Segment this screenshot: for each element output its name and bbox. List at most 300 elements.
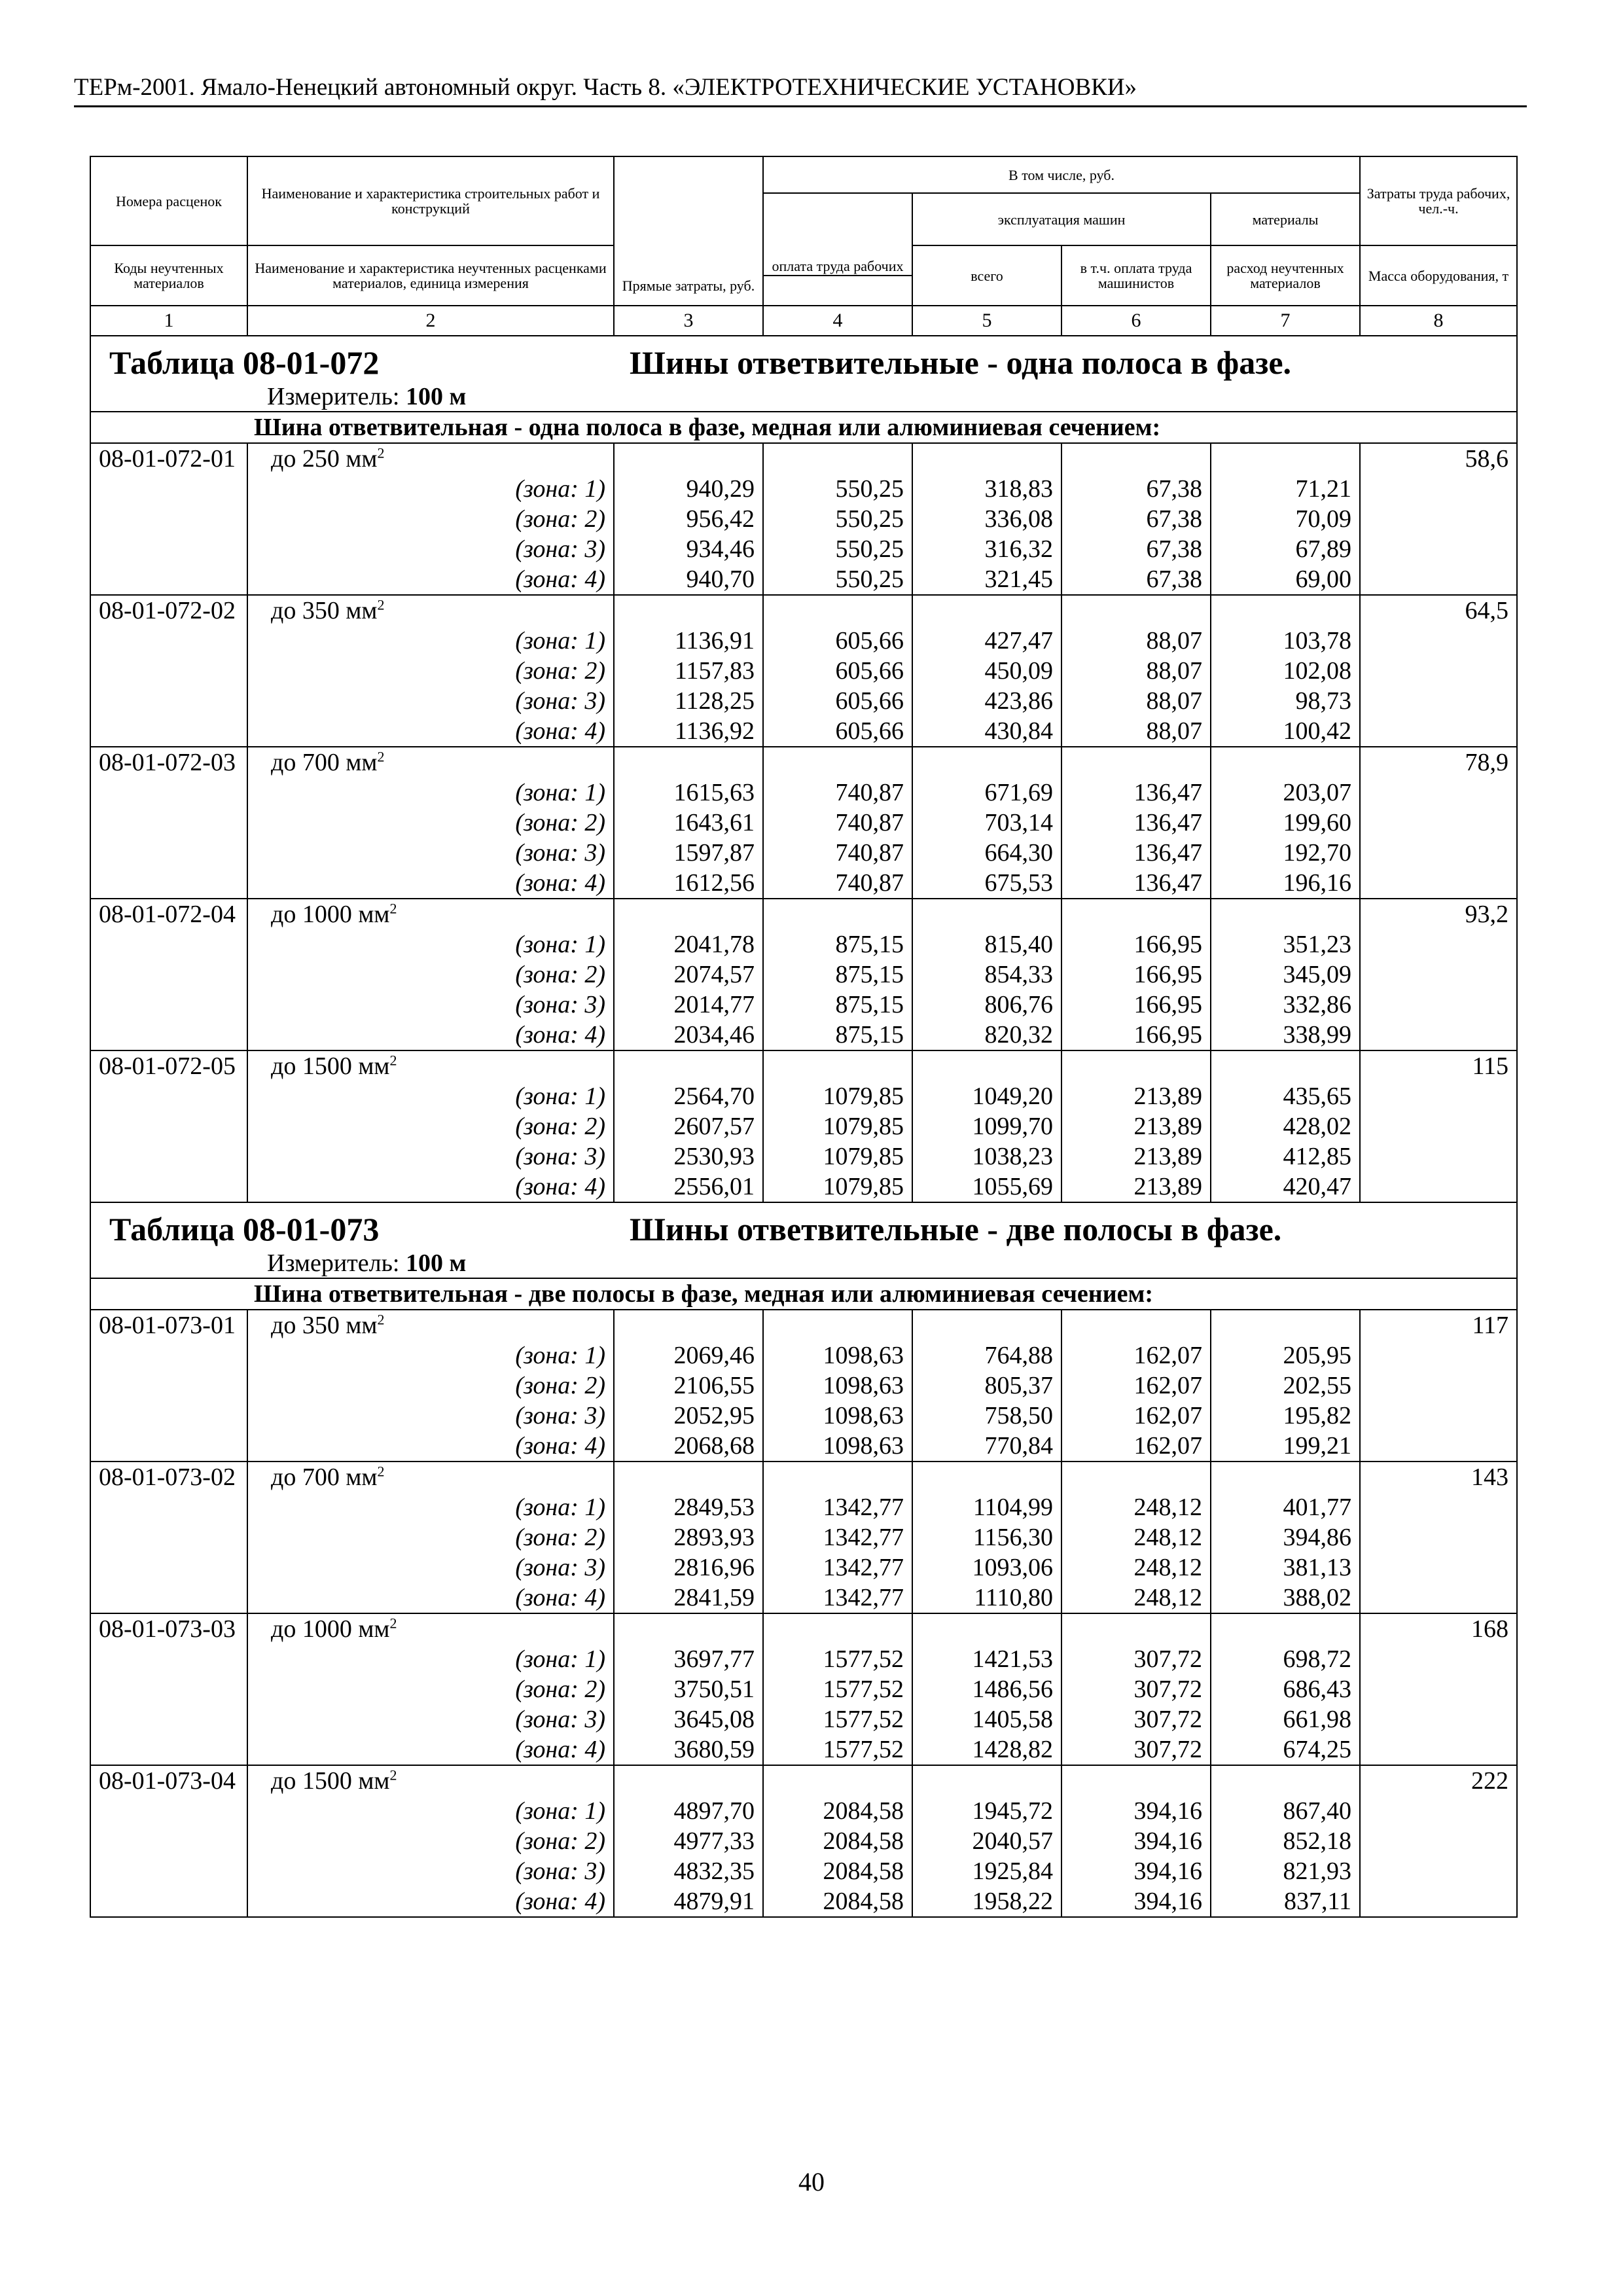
zone-row (90, 1111, 1517, 1141)
value-pay: 550,25 (763, 474, 912, 504)
empty-cell (1211, 747, 1360, 778)
zone-label: (зона: 2) (247, 1522, 614, 1552)
empty-cell (1211, 1765, 1360, 1796)
value-operators: 248,12 (1061, 1522, 1211, 1552)
zone-label: (зона: 4) (247, 716, 614, 747)
table-row (90, 1765, 1517, 1796)
value-pay: 1098,63 (763, 1431, 912, 1462)
value-pay: 550,25 (763, 504, 912, 534)
empty-cell (90, 1431, 247, 1462)
rate-code: 08-01-073-02 (90, 1462, 247, 1492)
value-pay: 1342,77 (763, 1583, 912, 1613)
empty-cell (90, 1401, 247, 1431)
value-materials: 345,09 (1211, 960, 1360, 990)
value-pay: 1098,63 (763, 1371, 912, 1401)
empty-cell (1360, 1796, 1517, 1826)
empty-cell (1360, 1644, 1517, 1674)
value-materials: 203,07 (1211, 778, 1360, 808)
value-operators: 162,07 (1061, 1371, 1211, 1401)
zone-label: (зона: 2) (247, 960, 614, 990)
zone-row (90, 716, 1517, 747)
value-direct: 1612,56 (614, 868, 763, 899)
empty-cell (90, 534, 247, 564)
value-pay: 1577,52 (763, 1704, 912, 1734)
empty-cell (90, 929, 247, 960)
empty-cell (1360, 1172, 1517, 1202)
rate-name-text: до 700 мм (271, 1463, 378, 1491)
rate-code: 08-01-073-01 (90, 1310, 247, 1340)
labor-cost: 117 (1360, 1310, 1517, 1340)
value-materials: 420,47 (1211, 1172, 1360, 1202)
zone-label: (зона: 3) (247, 1704, 614, 1734)
col-labor-pay: оплата труда рабочих (763, 193, 912, 276)
value-operators: 136,47 (1061, 838, 1211, 868)
table-row (90, 1050, 1517, 1081)
value-machines: 1421,53 (912, 1644, 1061, 1674)
zone-row (90, 868, 1517, 899)
col-number: 4 (763, 306, 912, 336)
empty-cell (1360, 1704, 1517, 1734)
value-direct: 1597,87 (614, 838, 763, 868)
value-machines: 1958,22 (912, 1886, 1061, 1917)
unit-superscript: 2 (389, 1767, 397, 1784)
value-operators: 136,47 (1061, 808, 1211, 838)
value-operators: 88,07 (1061, 686, 1211, 716)
labor-cost: 143 (1360, 1462, 1517, 1492)
value-direct: 2034,46 (614, 1020, 763, 1050)
empty-cell (90, 1826, 247, 1856)
rate-name-text: до 1500 мм (271, 1767, 390, 1795)
value-pay: 740,87 (763, 868, 912, 899)
empty-cell (90, 716, 247, 747)
empty-cell (1360, 1522, 1517, 1552)
value-machines: 764,88 (912, 1340, 1061, 1371)
empty-cell (90, 1371, 247, 1401)
empty-cell (90, 1704, 247, 1734)
col-number: 8 (1360, 306, 1517, 336)
value-operators: 166,95 (1061, 929, 1211, 960)
value-materials: 852,18 (1211, 1826, 1360, 1856)
value-operators: 67,38 (1061, 534, 1211, 564)
empty-cell (90, 990, 247, 1020)
empty-cell (90, 474, 247, 504)
value-direct: 1157,83 (614, 656, 763, 686)
value-direct: 4977,33 (614, 1826, 763, 1856)
table-section-title (90, 1202, 1517, 1278)
zone-label: (зона: 2) (247, 1111, 614, 1141)
empty-cell (614, 1613, 763, 1644)
table-row (90, 1310, 1517, 1340)
value-machines: 1110,80 (912, 1583, 1061, 1613)
empty-cell (1360, 474, 1517, 504)
empty-cell (1360, 1674, 1517, 1704)
value-operators: 166,95 (1061, 1020, 1211, 1050)
empty-cell (90, 686, 247, 716)
empty-cell (614, 747, 763, 778)
rate-name (247, 1050, 614, 1081)
unit-superscript: 2 (389, 1615, 397, 1632)
value-direct: 2074,57 (614, 960, 763, 990)
rate-code: 08-01-072-01 (90, 443, 247, 474)
value-pay: 1577,52 (763, 1644, 912, 1674)
table-row (90, 747, 1517, 778)
empty-cell (1061, 1613, 1211, 1644)
zone-row (90, 838, 1517, 868)
empty-cell (1360, 1111, 1517, 1141)
empty-cell (614, 443, 763, 474)
value-direct: 1136,91 (614, 626, 763, 656)
zone-row (90, 960, 1517, 990)
empty-cell (1211, 1462, 1360, 1492)
value-operators: 307,72 (1061, 1734, 1211, 1765)
value-machines: 1104,99 (912, 1492, 1061, 1522)
value-materials: 351,23 (1211, 929, 1360, 960)
rate-name-text: до 1000 мм (271, 1615, 390, 1643)
value-materials: 205,95 (1211, 1340, 1360, 1371)
value-machines: 805,37 (912, 1371, 1061, 1401)
value-machines: 671,69 (912, 778, 1061, 808)
zone-row (90, 1020, 1517, 1050)
value-direct: 3645,08 (614, 1704, 763, 1734)
col-equipment-mass: Масса оборудования, т (1360, 245, 1517, 306)
empty-cell (90, 656, 247, 686)
value-direct: 956,42 (614, 504, 763, 534)
zone-label: (зона: 3) (247, 838, 614, 868)
value-pay: 740,87 (763, 778, 912, 808)
zone-row (90, 1552, 1517, 1583)
value-direct: 2893,93 (614, 1522, 763, 1552)
value-direct: 1615,63 (614, 778, 763, 808)
value-machines: 1486,56 (912, 1674, 1061, 1704)
value-pay: 1342,77 (763, 1552, 912, 1583)
zone-row (90, 1796, 1517, 1826)
zone-label: (зона: 2) (247, 1674, 614, 1704)
zone-label: (зона: 3) (247, 1141, 614, 1172)
empty-cell (1211, 443, 1360, 474)
empty-cell (1360, 1371, 1517, 1401)
value-machines: 854,33 (912, 960, 1061, 990)
value-materials: 867,40 (1211, 1796, 1360, 1826)
value-operators: 88,07 (1061, 716, 1211, 747)
empty-cell (1360, 1431, 1517, 1462)
value-machines: 318,83 (912, 474, 1061, 504)
value-pay: 1342,77 (763, 1492, 912, 1522)
zone-row (90, 1141, 1517, 1172)
zone-label: (зона: 2) (247, 1826, 614, 1856)
rate-name (247, 899, 614, 929)
col-number: 2 (247, 306, 614, 336)
value-materials: 71,21 (1211, 474, 1360, 504)
col-materials: материалы (1211, 193, 1360, 245)
value-operators: 136,47 (1061, 868, 1211, 899)
value-pay: 2084,58 (763, 1856, 912, 1886)
empty-cell (90, 960, 247, 990)
rate-name-text: до 350 мм (271, 597, 378, 624)
zone-row (90, 686, 1517, 716)
zone-row (90, 1644, 1517, 1674)
labor-cost: 222 (1360, 1765, 1517, 1796)
rate-name-text: до 1000 мм (271, 901, 390, 928)
zone-row (90, 564, 1517, 595)
empty-cell (1061, 443, 1211, 474)
value-direct: 2841,59 (614, 1583, 763, 1613)
empty-cell (1360, 656, 1517, 686)
rate-code: 08-01-073-03 (90, 1613, 247, 1644)
zone-row (90, 929, 1517, 960)
empty-cell (614, 1462, 763, 1492)
value-operators: 67,38 (1061, 564, 1211, 595)
rate-code: 08-01-072-05 (90, 1050, 247, 1081)
empty-cell (614, 595, 763, 626)
value-operators: 162,07 (1061, 1431, 1211, 1462)
value-machines: 1093,06 (912, 1552, 1061, 1583)
empty-cell (1360, 990, 1517, 1020)
zone-row (90, 1492, 1517, 1522)
empty-cell (90, 1522, 247, 1552)
empty-cell (763, 443, 912, 474)
measure-value: 100 м (406, 383, 467, 410)
table-code: Таблица 08-01-073 (109, 1211, 380, 1247)
empty-cell (90, 1111, 247, 1141)
empty-cell (1061, 1462, 1211, 1492)
zone-row (90, 656, 1517, 686)
col-number: 1 (90, 306, 247, 336)
table-title: Шины ответвительные - две полосы в фазе. (630, 1211, 1282, 1247)
measure-value: 100 м (406, 1249, 467, 1277)
measure-label: Измеритель: (267, 1249, 400, 1277)
value-materials: 196,16 (1211, 868, 1360, 899)
zone-label: (зона: 2) (247, 504, 614, 534)
value-machines: 806,76 (912, 990, 1061, 1020)
zone-row (90, 1826, 1517, 1856)
value-machines: 1049,20 (912, 1081, 1061, 1111)
labor-cost: 78,9 (1360, 747, 1517, 778)
empty-cell (90, 1141, 247, 1172)
empty-cell (614, 1310, 763, 1340)
table-row (90, 899, 1517, 929)
empty-cell (1360, 1856, 1517, 1886)
value-materials: 192,70 (1211, 838, 1360, 868)
labor-cost: 115 (1360, 1050, 1517, 1081)
empty-cell (90, 868, 247, 899)
value-pay: 875,15 (763, 929, 912, 960)
empty-cell (90, 1081, 247, 1111)
zone-row (90, 474, 1517, 504)
value-pay: 740,87 (763, 838, 912, 868)
rate-name (247, 595, 614, 626)
value-materials: 103,78 (1211, 626, 1360, 656)
value-materials: 388,02 (1211, 1583, 1360, 1613)
empty-cell (90, 1734, 247, 1765)
zone-row (90, 1172, 1517, 1202)
empty-cell (1360, 1020, 1517, 1050)
empty-cell (1360, 1492, 1517, 1522)
rate-code: 08-01-072-04 (90, 899, 247, 929)
col-including: В том числе, руб. (763, 156, 1360, 193)
value-direct: 940,29 (614, 474, 763, 504)
col-number: 6 (1061, 306, 1211, 336)
empty-cell (90, 564, 247, 595)
value-direct: 2106,55 (614, 1371, 763, 1401)
rate-name (247, 1462, 614, 1492)
zone-row (90, 626, 1517, 656)
empty-cell (1360, 1401, 1517, 1431)
value-pay: 875,15 (763, 990, 912, 1020)
value-machines: 336,08 (912, 504, 1061, 534)
empty-cell (763, 1310, 912, 1340)
value-machines: 1055,69 (912, 1172, 1061, 1202)
col-material-names: Наименование и характеристика неучтенных расценками материалов, единица измерения (247, 245, 614, 306)
empty-cell (763, 1613, 912, 1644)
zone-label: (зона: 4) (247, 1020, 614, 1050)
empty-cell (1360, 1340, 1517, 1371)
rates-table (90, 156, 1518, 1918)
value-materials: 837,11 (1211, 1886, 1360, 1917)
rate-name (247, 1613, 614, 1644)
empty-cell (912, 443, 1061, 474)
value-operators: 213,89 (1061, 1111, 1211, 1141)
table-section-title-row (90, 1202, 1517, 1278)
value-pay: 1079,85 (763, 1111, 912, 1141)
value-pay: 605,66 (763, 686, 912, 716)
rate-code: 08-01-073-04 (90, 1765, 247, 1796)
value-direct: 3750,51 (614, 1674, 763, 1704)
table-row (90, 595, 1517, 626)
empty-cell (614, 1050, 763, 1081)
value-materials: 67,89 (1211, 534, 1360, 564)
empty-cell (1211, 899, 1360, 929)
col-material-codes: Коды неучтенных материалов (90, 245, 247, 306)
zone-label: (зона: 2) (247, 656, 614, 686)
value-direct: 2041,78 (614, 929, 763, 960)
value-direct: 2530,93 (614, 1141, 763, 1172)
zone-label: (зона: 3) (247, 1401, 614, 1431)
zone-label: (зона: 1) (247, 1796, 614, 1826)
value-machines: 675,53 (912, 868, 1061, 899)
col-labor-costs: Затраты труда рабочих, чел.-ч. (1360, 156, 1517, 245)
unit-superscript: 2 (377, 1463, 385, 1480)
value-pay: 740,87 (763, 808, 912, 838)
value-machines: 758,50 (912, 1401, 1061, 1431)
zone-row (90, 1371, 1517, 1401)
labor-cost: 58,6 (1360, 443, 1517, 474)
value-operators: 67,38 (1061, 474, 1211, 504)
col-number: 7 (1211, 306, 1360, 336)
value-materials: 698,72 (1211, 1644, 1360, 1674)
value-materials: 661,98 (1211, 1704, 1360, 1734)
value-operators: 394,16 (1061, 1856, 1211, 1886)
empty-cell (1360, 838, 1517, 868)
rate-name (247, 1765, 614, 1796)
zone-label: (зона: 4) (247, 1734, 614, 1765)
value-machines: 321,45 (912, 564, 1061, 595)
value-materials: 674,25 (1211, 1734, 1360, 1765)
zone-row (90, 504, 1517, 534)
zone-label: (зона: 4) (247, 1886, 614, 1917)
empty-cell (1061, 595, 1211, 626)
zone-label: (зона: 4) (247, 564, 614, 595)
zone-label: (зона: 4) (247, 1172, 614, 1202)
zone-row (90, 1522, 1517, 1552)
value-machines: 1099,70 (912, 1111, 1061, 1141)
zone-label: (зона: 1) (247, 1340, 614, 1371)
empty-cell (90, 1674, 247, 1704)
value-machines: 1428,82 (912, 1734, 1061, 1765)
empty-cell (1360, 929, 1517, 960)
value-pay: 2084,58 (763, 1886, 912, 1917)
value-pay: 550,25 (763, 564, 912, 595)
empty-cell (912, 899, 1061, 929)
col-machine-operation: эксплуатация машин (912, 193, 1211, 245)
col-total: всего (912, 245, 1061, 306)
labor-cost: 64,5 (1360, 595, 1517, 626)
empty-cell (912, 1050, 1061, 1081)
zone-label: (зона: 3) (247, 686, 614, 716)
empty-cell (1061, 747, 1211, 778)
value-machines: 1156,30 (912, 1522, 1061, 1552)
empty-cell (912, 747, 1061, 778)
value-operators: 88,07 (1061, 656, 1211, 686)
value-operators: 213,89 (1061, 1172, 1211, 1202)
labor-cost: 93,2 (1360, 899, 1517, 929)
value-machines: 450,09 (912, 656, 1061, 686)
value-direct: 3697,77 (614, 1644, 763, 1674)
col-operator-pay: в т.ч. оплата труда машинистов (1061, 245, 1211, 306)
zone-label: (зона: 1) (247, 474, 614, 504)
value-materials: 401,77 (1211, 1492, 1360, 1522)
empty-cell (763, 595, 912, 626)
table-subheader-row (90, 1278, 1517, 1310)
value-direct: 4832,35 (614, 1856, 763, 1886)
value-materials: 821,93 (1211, 1856, 1360, 1886)
empty-cell (614, 1765, 763, 1796)
empty-cell (1360, 808, 1517, 838)
empty-cell (1360, 686, 1517, 716)
col-unaccounted-materials: расход неучтенных материалов (1211, 245, 1360, 306)
value-machines: 820,32 (912, 1020, 1061, 1050)
value-operators: 162,07 (1061, 1401, 1211, 1431)
empty-cell (1211, 595, 1360, 626)
zone-row (90, 1401, 1517, 1431)
value-pay: 1098,63 (763, 1401, 912, 1431)
empty-cell (912, 1765, 1061, 1796)
value-machines: 423,86 (912, 686, 1061, 716)
unit-superscript: 2 (389, 900, 397, 917)
zone-row (90, 1674, 1517, 1704)
empty-cell (90, 838, 247, 868)
rate-code: 08-01-072-03 (90, 747, 247, 778)
col-number: 5 (912, 306, 1061, 336)
value-machines: 770,84 (912, 1431, 1061, 1462)
zone-label: (зона: 1) (247, 929, 614, 960)
value-direct: 2816,96 (614, 1552, 763, 1583)
zone-row (90, 534, 1517, 564)
value-direct: 1643,61 (614, 808, 763, 838)
table-subheader: Шина ответвительная - две полосы в фазе, медная или алюминиевая сечением: (90, 1278, 1517, 1310)
empty-cell (90, 1583, 247, 1613)
empty-cell (1360, 504, 1517, 534)
zone-row (90, 1583, 1517, 1613)
zone-label: (зона: 1) (247, 626, 614, 656)
value-direct: 2052,95 (614, 1401, 763, 1431)
empty-cell (1061, 1765, 1211, 1796)
value-machines: 2040,57 (912, 1826, 1061, 1856)
unit-superscript: 2 (377, 748, 385, 765)
empty-cell (1061, 1310, 1211, 1340)
value-operators: 248,12 (1061, 1552, 1211, 1583)
value-operators: 394,16 (1061, 1826, 1211, 1856)
zone-label: (зона: 1) (247, 1492, 614, 1522)
